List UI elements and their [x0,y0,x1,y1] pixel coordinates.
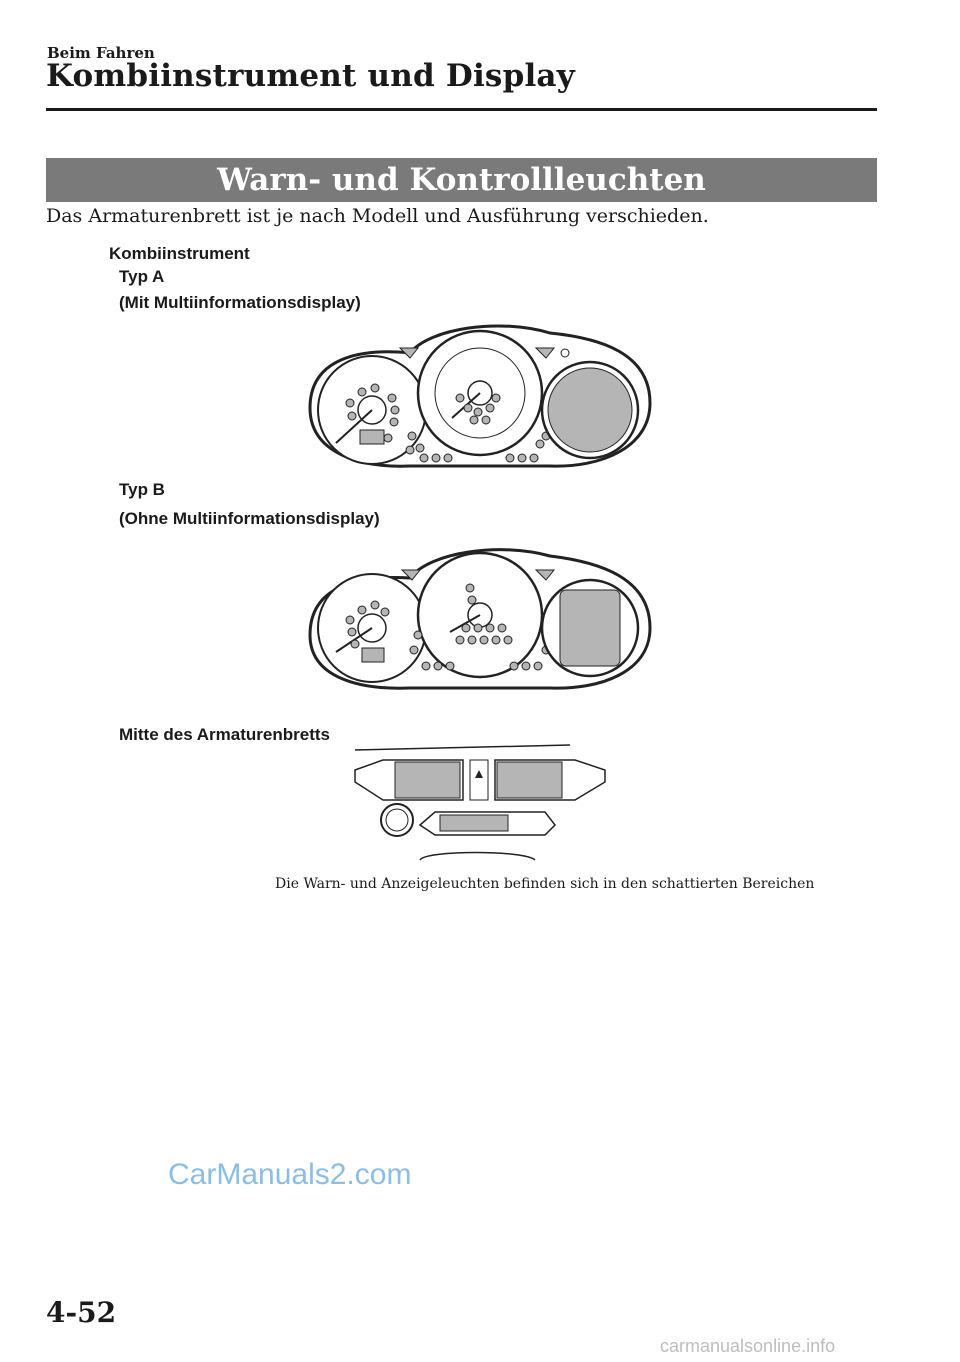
section-banner: Warn- und Kontrollleuchten [46,158,877,202]
cluster-type-b-illustration [300,540,660,692]
type-b-subtitle: (Ohne Multiinformationsdisplay) [119,509,380,528]
center-dash-label: Mitte des Armaturenbretts [119,725,330,744]
header-rule [46,108,877,111]
center-dashboard-illustration [345,740,615,865]
site-watermark: carmanualsonline.info [660,1336,836,1356]
intro-paragraph: Das Armaturenbrett ist je nach Modell und Ausführung verschieden. [46,205,709,227]
chapter-title: Kombiinstrument und Display [46,58,575,94]
cluster-type-a-illustration [300,318,660,470]
type-a-subtitle: (Mit Multiinformationsdisplay) [119,293,361,312]
type-b-label: Typ B [119,480,165,499]
page-number: 4-52 [46,1296,117,1329]
watermark-logo: CarManuals2.com [168,1158,412,1191]
section-label: Beim Fahren [47,44,155,62]
type-a-label: Typ A [119,267,165,286]
kombiinstrument-label: Kombiinstrument [109,244,250,263]
figure-caption: Die Warn- und Anzeigeleuchten befinden sich in den schattierten Bereichen [275,876,815,892]
